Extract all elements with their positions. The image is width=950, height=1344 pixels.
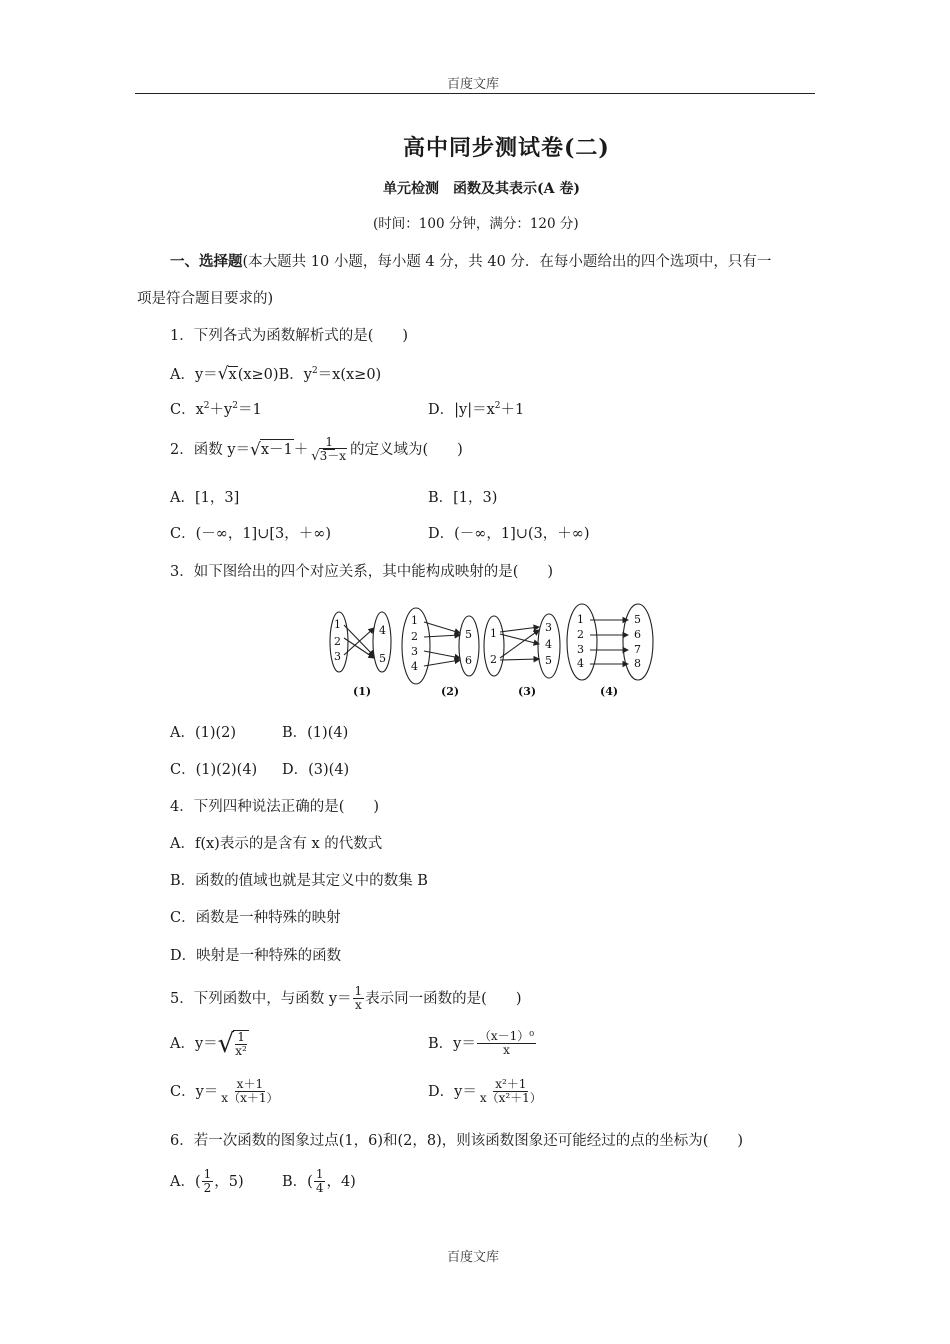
exam-subtitle: 单元检测 函数及其表示(A 卷)	[383, 181, 580, 197]
fig4-right-8: 8	[634, 657, 641, 670]
q6-option-b: B．( $\frac{1}{4}$ ，4)	[282, 1167, 356, 1195]
fig1-right-4: 4	[379, 624, 386, 637]
fig4-right-5: 5	[634, 613, 641, 626]
fig2-right-5: 5	[465, 628, 472, 641]
q1-option-a: A．y＝√x(x≥0)	[170, 364, 279, 384]
q5-option-d: D．y＝ $\frac{\text{x²＋1}}{\text{x（x²＋1）}}$	[428, 1077, 542, 1105]
fig4-left-3: 3	[577, 643, 584, 656]
section-line-1	[170, 252, 771, 272]
fig2-right-6: 6	[465, 654, 472, 667]
q6-stem: 6．若一次函数的图象过点(1，6)和(2，8)，则该函数图象还可能经过的点的坐标为( )	[170, 1133, 744, 1149]
q2-stem: 2．函数 y＝ √ x－1 ＋ $\frac{1}{√3-x}$ 的定义域为( )	[170, 435, 463, 464]
q5-option-c: C．y＝ $\frac{x+1}{x(x+1)}$	[170, 1077, 279, 1105]
q2-option-c: C．(－∞，1]∪[3，＋∞)	[170, 526, 331, 542]
fig1-left-1: 1	[334, 618, 341, 631]
q1-option-b: B．$y^2=x(x\ge 0)$	[278, 366, 382, 383]
page-footer: 百度文库	[447, 1250, 500, 1265]
fig-label-4: (4)	[600, 685, 619, 698]
fig2-left-3: 3	[411, 645, 418, 658]
q3-option-d: D．(3)(4)	[282, 762, 350, 778]
page-header: 百度文库	[447, 77, 500, 92]
exam-title: 高中同步测试卷(二)	[403, 135, 610, 161]
q3-option-a: A．(1)(2)	[170, 725, 237, 741]
q4-option-b: B．函数的值域也就是其定义中的数集 B	[170, 873, 428, 889]
q4-stem: 4．下列四种说法正确的是( )	[170, 799, 380, 815]
fig4-right-7: 7	[634, 643, 641, 656]
fig1-right-5: 5	[379, 652, 386, 665]
q2-option-a: A．[1，3]	[170, 490, 240, 506]
q3-mapping-figure	[320, 600, 660, 705]
q6-option-a: A．( $\frac{1}{2}$ ，5)	[170, 1167, 244, 1195]
q1-stem: 1．下列各式为函数解析式的是( )	[170, 328, 409, 344]
fig4-left-2: 2	[577, 628, 584, 641]
q4-option-d: D．映射是一种特殊的函数	[170, 948, 342, 964]
q3-option-b: B．(1)(4)	[282, 725, 349, 741]
fig2-left-4: 4	[411, 660, 418, 673]
fig3-left-2: 2	[490, 653, 497, 666]
q1-option-d: D．$|y|=x^2+1$	[428, 401, 525, 418]
q2-option-d: D．(－∞，1]∪(3，＋∞)	[428, 526, 590, 542]
section-desc-1: (本大题共 10 小题，每小题 4 分，共 40 分．在每小题给出的四个选项中，只有一	[242, 254, 772, 270]
fig2-left-1: 1	[411, 614, 418, 627]
q4-option-c: C．函数是一种特殊的映射	[170, 910, 341, 926]
q4-option-a: A．f(x)表示的是含有 x 的代数式	[170, 836, 383, 852]
fig4-left-1: 1	[577, 613, 584, 626]
fig1-left-2: 2	[334, 635, 341, 648]
q1-option-c: C．$x^2+y^2=1$	[170, 401, 262, 418]
fig-label-3: (3)	[518, 685, 537, 698]
header-rule	[135, 93, 815, 94]
q1-options-ab	[170, 364, 381, 385]
q5-stem-fraction: $\frac{1}{x}$	[354, 984, 363, 1012]
q5-stem: 5．下列函数中，与函数 y＝ $\frac{1}{x}$ 表示同一函数的是( )	[170, 984, 522, 1012]
q5-option-a: A．y＝ √ $\frac{1}{\text{x²}}$	[170, 1029, 247, 1059]
q3-stem: 3．如下图给出的四个对应关系，其中能构成映射的是( )	[170, 564, 554, 580]
section-heading: 一、选择题	[170, 253, 243, 270]
q5-option-b: B．y＝ $\frac{\text{（x－1）⁰}}{x}$	[428, 1029, 535, 1057]
fig-label-1: (1)	[353, 685, 372, 698]
q3-option-c: C．(1)(2)(4)	[170, 762, 258, 778]
q2-option-b: B．[1，3)	[428, 490, 498, 506]
fig3-right-4: 4	[545, 638, 552, 651]
fig3-right-5: 5	[545, 654, 552, 667]
fig3-left-1: 1	[490, 627, 497, 640]
fig4-right-6: 6	[634, 628, 641, 641]
fig3-right-3: 3	[545, 621, 552, 634]
fig4-left-4: 4	[577, 657, 584, 670]
time-info: (时间：100 分钟，满分：120 分)	[373, 216, 579, 232]
fig2-left-2: 2	[411, 630, 418, 643]
section-desc-2: 项是符合题目要求的)	[137, 291, 274, 307]
q2-fraction: $\frac{1}{√3-x}$	[311, 435, 346, 464]
fig1-left-3: 3	[334, 650, 341, 663]
fig-label-2: (2)	[441, 685, 460, 698]
